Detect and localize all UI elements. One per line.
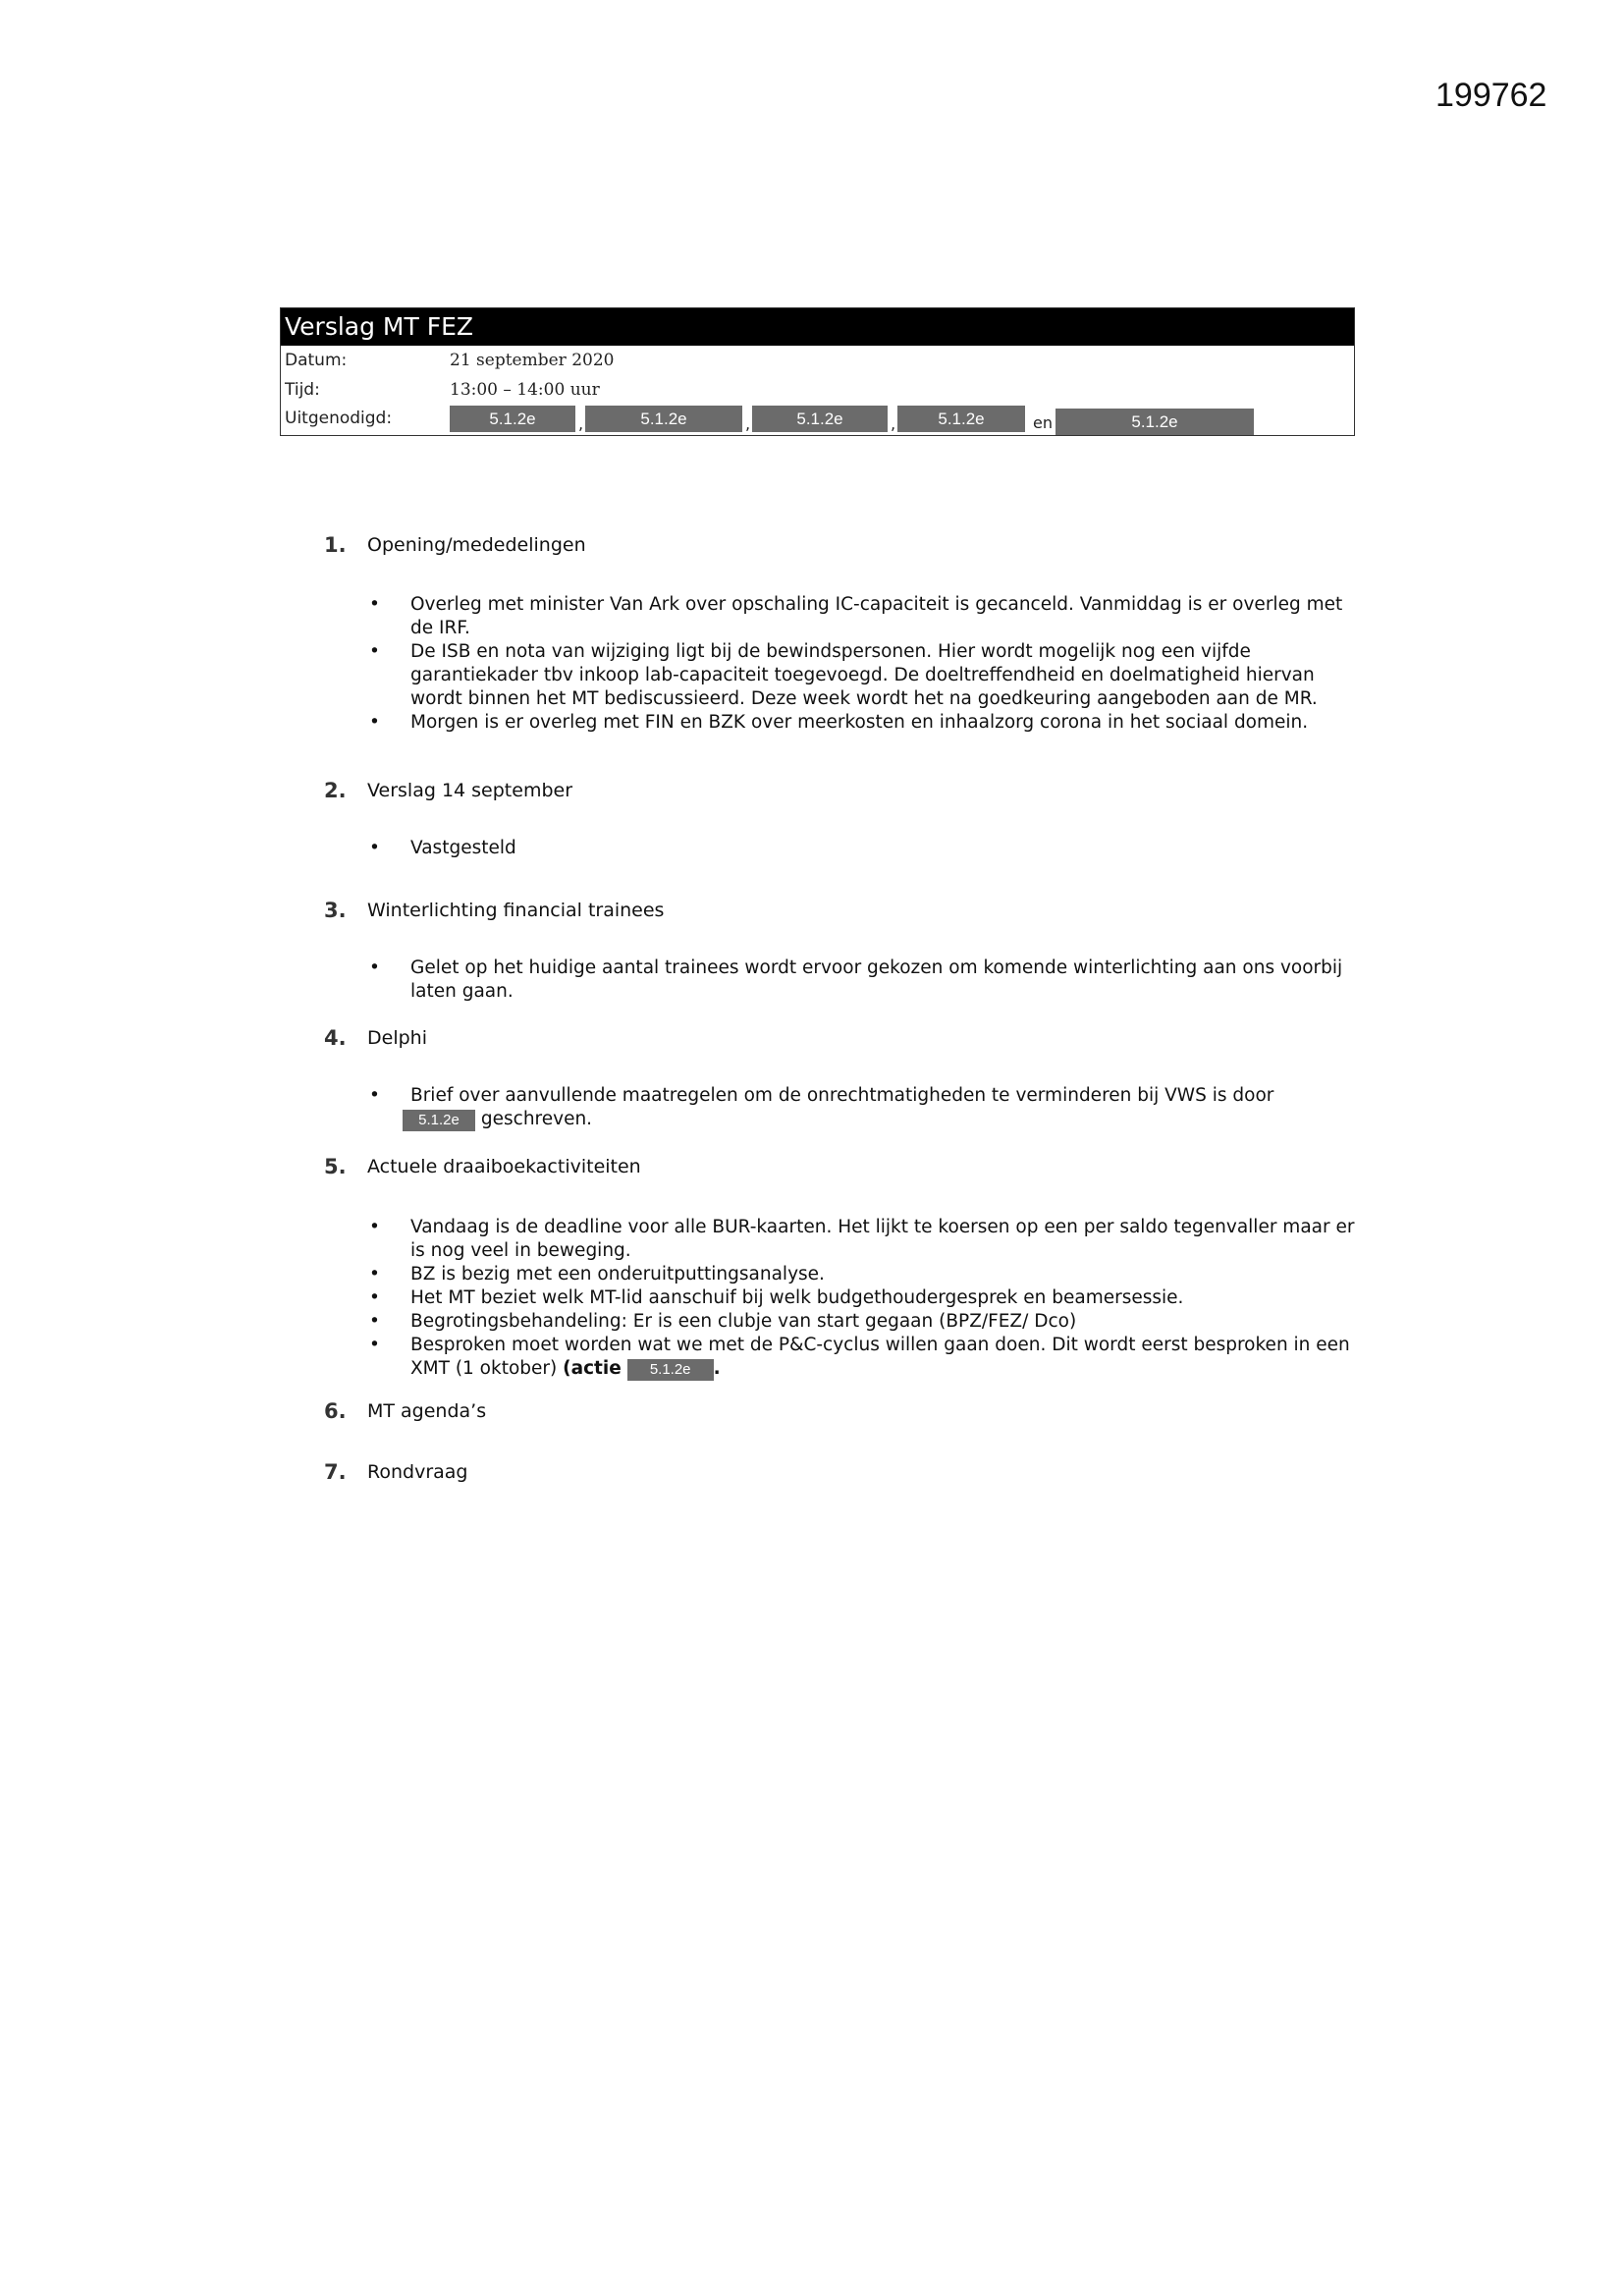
redacted-invitee: 5.1.2e — [585, 406, 742, 432]
list-item: • Besproken moet worden wat we met de P&C-cyclus willen gaan doen. Dit wordt eerst besproken in een XMT (1 oktober) (actie 5.1.2e . — [369, 1335, 1350, 1379]
invitee-separator: , — [745, 414, 751, 433]
agenda-item-title: Actuele draaiboekactiviteiten — [367, 1156, 641, 1177]
meeting-title: Verslag MT FEZ — [281, 308, 1354, 346]
document-number: 199762 — [1435, 77, 1547, 114]
redacted-invitee: 5.1.2e — [1056, 409, 1254, 435]
agenda-item-title: Opening/mededelingen — [367, 534, 586, 556]
bullet-list — [324, 593, 1365, 735]
invitee-separator: , — [578, 414, 584, 433]
bullet-list — [324, 1084, 1365, 1131]
redacted-name: 5.1.2e — [627, 1359, 714, 1381]
meeting-header — [280, 307, 1355, 436]
agenda-item-number: 6. — [324, 1399, 347, 1423]
list-item: • Morgen is er overleg met FIN en BZK over meerkosten en inhaalzorg corona in het sociaal domein. — [369, 712, 1309, 733]
list-item: • Overleg met minister Van Ark over opschaling IC-capaciteit is gecanceld. Vanmiddag is er overleg met de IRF. — [369, 594, 1343, 638]
redacted-name: 5.1.2e — [403, 1110, 475, 1131]
agenda-item-title: Rondvraag — [367, 1461, 468, 1483]
invited-row — [285, 404, 1350, 433]
invitee-and: en — [1033, 413, 1053, 432]
redacted-invitee: 5.1.2e — [752, 406, 888, 432]
agenda-item-number: 1. — [324, 533, 347, 557]
agenda-item-number: 7. — [324, 1460, 347, 1484]
bullet-list — [324, 957, 1365, 1004]
list-item: • Vastgesteld — [369, 838, 516, 858]
date-label: Datum: — [285, 351, 348, 370]
redacted-invitee: 5.1.2e — [450, 406, 575, 432]
list-item: • Brief over aanvullende maatregelen om de onrechtmatigheden te verminderen bij VWS is door 5.1.2e geschreven. — [369, 1085, 1274, 1129]
agenda-item-title: Verslag 14 september — [367, 780, 573, 801]
invitee-separator: , — [891, 414, 896, 433]
agenda-item-number: 2. — [324, 779, 347, 802]
agenda-item-title: MT agenda’s — [367, 1400, 487, 1422]
list-item: • Het MT beziet welk MT-lid aanschuif bij welk budgethoudergesprek en beamersessie. — [369, 1287, 1184, 1308]
date-value: 21 september 2020 — [450, 351, 615, 370]
time-value: 13:00 – 14:00 uur — [450, 380, 600, 400]
redacted-invitee: 5.1.2e — [897, 406, 1025, 432]
list-item: • BZ is bezig met een onderuitputtingsanalyse. — [369, 1264, 825, 1285]
list-item: • Begrotingsbehandeling: Er is een clubje van start gegaan (BPZ/FEZ/ Dco) — [369, 1311, 1077, 1332]
list-item: • Vandaag is de deadline voor alle BUR-kaarten. Het lijkt te koersen op een per saldo tegenvaller maar er is nog veel in beweging. — [369, 1217, 1355, 1261]
list-item: • Gelet op het huidige aantal trainees wordt ervoor gekozen om komende winterlichting aan ons voorbij laten gaan. — [369, 957, 1343, 1002]
bullet-list — [324, 1216, 1365, 1381]
agenda-item-number: 5. — [324, 1155, 347, 1178]
agenda-item-number: 3. — [324, 899, 347, 922]
list-item: • De ISB en nota van wijziging ligt bij de bewindspersonen. Hier wordt mogelijk nog een vijfde garantiekader tbv inkoop lab-capaciteit toegevoegd. De doeltreffendheid en doelmatigheid hiervan wordt binnen het MT bediscussieerd. Deze week wordt het na goedkeuring aangeboden aan de MR. — [369, 641, 1318, 709]
agenda-item-title: Winterlichting financial trainees — [367, 900, 665, 921]
time-label: Tijd: — [285, 380, 320, 400]
bullet-list — [324, 837, 1365, 860]
invited-label: Uitgenodigd: — [285, 409, 393, 428]
agenda-item-number: 4. — [324, 1026, 347, 1050]
agenda-item-title: Delphi — [367, 1027, 427, 1049]
